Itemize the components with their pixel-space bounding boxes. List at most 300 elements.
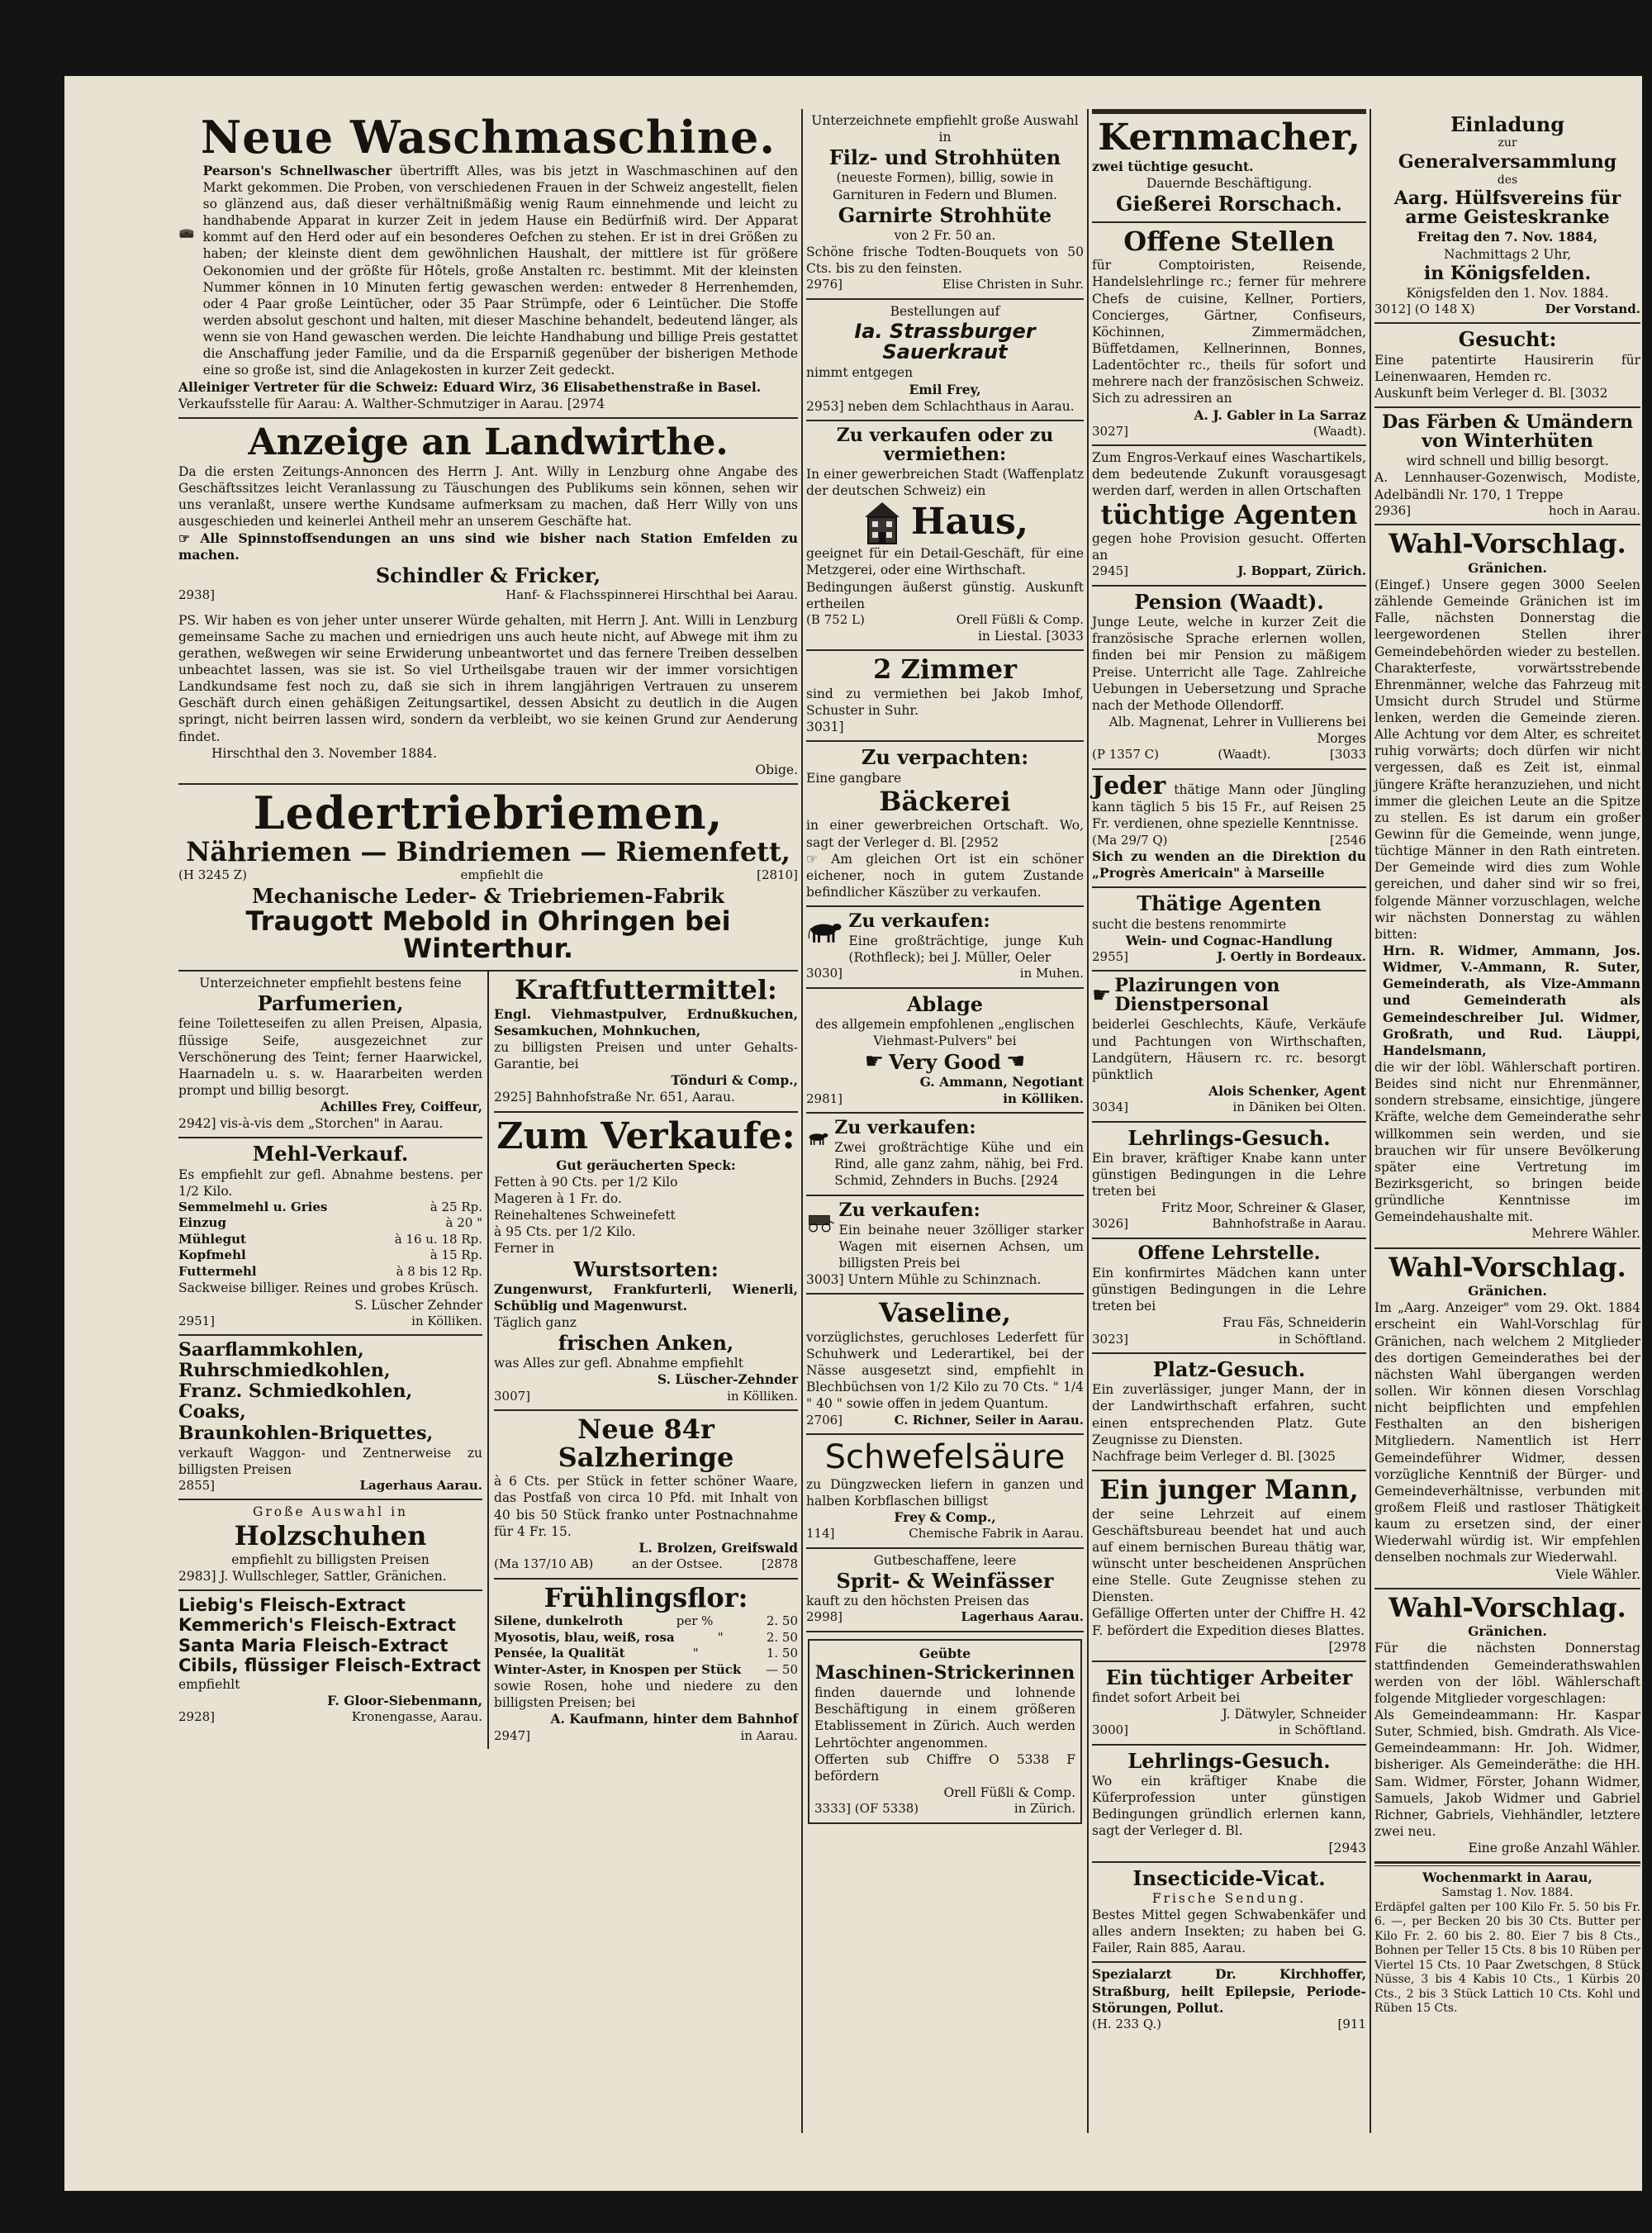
- ad-signature: 2983] J. Wullschleger, Sattler, Gränichen.: [178, 1569, 447, 1584]
- ad-wahl-vorschlag-3: [1374, 1589, 1640, 1864]
- ad-text: Eine patentirte Hausirerin für Leinenwaaren, Hemden rc.: [1374, 352, 1640, 384]
- ad-place: Gränichen.: [1468, 1283, 1547, 1299]
- ad-text: Im „Aarg. Anzeiger" vom 29. Okt. 1884 erscheint ein Wahl-Vorschlag für Gränichen, nach welchem 2 Mitglieder des dortigen Gemeinderathes bei der nächsten Wahl übergangen werden sollen. Wir können diesen Vorschlag nicht beipflichten und empfehlen Festhalten an den bisherigen Mitgliedern. Namentlich ist Herr Gemeindeführer Widmer, dessen vorzügliche Kenntniß der Bürger- und Gemeindeverhältnisse, verbunden mit großem Fleiß und rastloser Thätigkeit kaum zu ersetzen sind, der einer Wiederwahl würdig ist. Wir empfehlen denselben nochmals zur Wiederwahl.: [1374, 1300, 1640, 1565]
- ad-title: Neue 84r Salzheringe: [558, 1413, 734, 1473]
- ad-offene-lehrstelle: [1092, 1239, 1366, 1354]
- ad-signature: Elise Christen in Suhr.: [942, 277, 1084, 292]
- ad-title: Sprit- & Weinfässer: [836, 1569, 1054, 1594]
- ad-number: 3031]: [806, 720, 844, 735]
- ad-text: Ein konfirmirtes Mädchen kann unter günstigen Bedingungen in die Lehre treten bei: [1092, 1266, 1366, 1314]
- ad-signature: Emil Frey,: [909, 381, 981, 397]
- ad-parfumerien: [178, 972, 482, 1138]
- ad-place: in Königsfelden.: [1423, 262, 1592, 284]
- ad-number: 2947]: [494, 1727, 531, 1743]
- ad-zimmer: [806, 651, 1084, 742]
- ad-text: à 6 Cts. per Stück in fetter schöner Waare, das Postfaß von circa 10 Pfd. mit Inhalt von 40 bis 50 Stück franko unter Postnachnahme für 4 Fr. 15.: [494, 1474, 798, 1539]
- ad-items: Engl. Viehmastpulver, Erdnußkuchen, Sesamkuchen, Mohnkuchen,: [494, 1005, 798, 1038]
- ad-place: Gränichen.: [1468, 559, 1547, 576]
- ad-text: geeignet für ein Detail-Geschäft, für eine Metzgerei, oder eine Wirthschaft.: [806, 546, 1084, 578]
- ad-number: 2936]: [1374, 502, 1412, 518]
- subcolumn-left: [178, 972, 489, 1749]
- price-row: Pensée, la Qualität " 1. 50: [494, 1646, 798, 1661]
- ad-kohlen: [178, 1336, 482, 1500]
- ad-place: in Kölliken.: [1003, 1090, 1084, 1106]
- ad-mehl: [178, 1138, 482, 1336]
- ad-number: 3003] Untern Mühle zu Schinznach.: [806, 1272, 1042, 1288]
- ad-place: in Däniken bei Olten.: [1232, 1100, 1366, 1115]
- ad-text: beiderlei Geschlechts, Käufe, Verkäufe und Pachtungen von Wirthschaften, Landgütern, Häusern rc. rc. besorgt pünktlich: [1092, 1017, 1366, 1082]
- ad-text: thätige Mann oder Jüngling kann täglich 5 bis 15 Fr., auf Reisen 25 Fr. verdienen, ohne spezielle Kenntnisse.: [1092, 782, 1366, 832]
- ad-signature: A. J. Gabler in La Sarraz: [1194, 406, 1366, 423]
- ad-number: 2928]: [178, 1708, 216, 1724]
- ad-intro: Eine gangbare: [806, 770, 902, 786]
- price-row: Futtermehl à 8 bis 12 Rp.: [178, 1263, 482, 1279]
- ad-title: Lehrlings-Gesuch.: [1127, 1125, 1331, 1150]
- ad-text: Schöne frische Todten-Bouquets von 50 Cts. bis zu den feinsten.: [806, 245, 1084, 277]
- ad-number: 3012] (O 148 X): [1374, 301, 1475, 316]
- column-1: [178, 109, 798, 1749]
- ad-title: Ia. Strassburger Sauerkraut: [854, 320, 1036, 364]
- ad-number: [2943: [1328, 1840, 1366, 1855]
- ad-title: Ablage: [906, 991, 984, 1016]
- ad-signature: Eine große Anzahl Wähler.: [1468, 1841, 1640, 1856]
- ad-title: Platz-Gesuch.: [1152, 1357, 1306, 1382]
- ad-text: zwei tüchtige gesucht.: [1092, 159, 1254, 175]
- ad-text: Da die ersten Zeitungs-Annoncen des Herrn J. Ant. Willy in Lenzburg ohne Angabe des Geschäftssitzes leicht Veranlassung zu Täuschungen des Publikums sein können, sehen wir uns veranlaßt, unsere werthe Kundsame aufmerksam zu machen, daß Herr Willy von uns ausgeschieden und keinerlei Antheil mehr an unserem Geschäfte hat.: [178, 463, 798, 530]
- pointing-hand-icon: ☛: [864, 1049, 885, 1075]
- ad-title: Pension (Waadt).: [1134, 589, 1324, 614]
- ad-number: 2981]: [806, 1090, 843, 1106]
- ad-text: Junge Leute, welche in kurzer Zeit die französische Sprache erlernen wollen, finden bei mir Pension zu mäßigem Preise. Unterricht alle Tage. Zahlreiche Uebungen in Uebersetzung und Sprache nach der Methode Ollendorff.: [1092, 615, 1366, 713]
- ad-number: 3007]: [494, 1388, 531, 1404]
- ad-ledertriebriemen: [178, 785, 798, 972]
- ad-signature: Fritz Moor, Schreiner & Glaser,: [1161, 1200, 1366, 1216]
- product-item: Braunkohlen-Briquettes,: [178, 1422, 434, 1444]
- ad-headline: Jeder: [1092, 771, 1166, 801]
- ad-number: 3027]: [1092, 423, 1129, 439]
- ad-text: Auskunft beim Verleger d. Bl. [3032: [1374, 385, 1608, 401]
- ad-number: 3030]: [806, 966, 843, 981]
- ad-fruehlingsflor: [494, 1580, 798, 1750]
- ad-title: Parfumerien,: [257, 991, 404, 1016]
- ad-vaseline: [806, 1295, 1084, 1435]
- ad-text: Erdäpfel galten per 100 Kilo Fr. 5. 50 bis Fr. 6. —, per Becken 20 bis 30 Cts. Butter per Kilo Fr. 2. 60 bis 2. 80. Eier 7 bis 8 Cts., Bohnen per Teller 15 Cts. 8 bis 10 Rüben per Viertel 15 Cts. 10 Paar Zwetschgen, 8 Stück Nüsse, 3 bis 4 Kabis 10 Cts., 1 Kürbis 20 Cts., 2 bis 3 Stück Lattich 10 Cts. Kohl und Rüben 15 Cts.: [1374, 1900, 1640, 2016]
- price-list: [178, 1200, 482, 1280]
- ad-signature: G. Ammann, Negotiant: [919, 1074, 1084, 1090]
- ad-signature: Viele Wähler.: [1555, 1566, 1640, 1582]
- ad-signature: Alois Schenker, Agent: [1208, 1083, 1366, 1100]
- ad-subtitle: frischen Anken,: [558, 1331, 734, 1356]
- ad-code: (H 3245 Z): [178, 867, 247, 883]
- ad-text: sucht die bestens renommirte: [1092, 916, 1287, 932]
- ad-ps: PS. Wir haben es von jeher unter unserer Würde gehalten, mit Herrn J. Ant. Willi in Lenzburg gemeinsame Sache zu machen und erniedrigen uns auch heute nicht, auf Abwege mit ihm zu gerathen, weßwegen wir seine Erwiderung unbeantwortet und das fernere Treiben desselben unbeachtet lassen, was sie ist. So viel Urtheilsgabe trauen wir der immer vorsichtigen Landkundsame fest noch zu, daß sie sich in ihrem langjährigen Vertrauen zu unserem Geschäft durch einen gehäßigen Zeitungsartikel, dessen Absicht zu deutlich in die Augen springt, nicht beirren lassen wird, sondern da verbleibt, wo sie keinen Grund zur Aenderung findet.: [178, 612, 798, 744]
- column-rule: [1087, 109, 1089, 2133]
- ad-number: 2942] vis-à-vis dem „Storchen" in Aarau.: [178, 1116, 444, 1132]
- ad-signature: F. Gloor-Siebenmann,: [327, 1692, 482, 1708]
- subcolumn-right: [494, 972, 798, 1749]
- ad-intro: Geübte: [919, 1645, 971, 1661]
- ad-number: [2810]: [757, 867, 798, 883]
- ad-text: Ein braver, kräftiger Knabe kann unter günstigen Bedingungen in die Lehre treten bei: [1092, 1150, 1366, 1200]
- ad-text: Zum Engros-Verkauf eines Waschartikels, dem bedeutende Zukunft vorausgesagt werden darf, werden in allen Ortschaften: [1092, 450, 1366, 499]
- ad-subtitle: Aarg. Hülfsvereins für arme Geisteskranke: [1393, 188, 1621, 229]
- ad-number: 2976]: [806, 277, 843, 292]
- ad-text: finden dauernde und lohnende Beschäftigung in einem größeren Etablissement in Zürich. Auch werden Lehrtöchter angenommen.: [814, 1685, 1075, 1751]
- ad-holzschuhe: [178, 1500, 482, 1591]
- ad-zum-verkaufe: [494, 1113, 798, 1412]
- ad-intro: Bestellungen auf: [890, 303, 1000, 319]
- ad-signature: Orell Füßli & Comp.: [956, 611, 1084, 627]
- ad-title: Wahl-Vorschlag.: [1389, 1251, 1626, 1283]
- ad-text: Ein beinahe neuer 3zölliger starker Wagen mit eisernen Achsen, um billigsten Preis bei: [838, 1222, 1084, 1271]
- ad-number: 3333] (OF 5338): [814, 1801, 919, 1817]
- ad-text: die wir der löbl. Wählerschaft portiren. Beides sind nicht nur Ehrenmänner, sondern strebsame, einsichtige, jüngere Kräfte, welche dem Gemeinderathe sehr willkommen sein werden, und sie brauchen wir für unsere Bevölkerung später eine Vertretung im Bezirksgericht, so bringen beide gründliche Kenntnisse im Gemeindehaushalte mit.: [1374, 1060, 1640, 1225]
- ad-subtitle: Garnirte Strohhüte: [838, 202, 1052, 227]
- ad-text: was Alles zur gefl. Abnahme empfiehlt: [494, 1356, 743, 1371]
- ad-place: in Zürich.: [1014, 1801, 1075, 1817]
- ad-title: Wochenmarkt in Aarau,: [1422, 1870, 1593, 1886]
- ad-text: Wo ein kräftiger Knabe die Küferprofession unter günstigen Bedingungen gründlich erlernen kann, sagt der Verleger d. Bl.: [1092, 1774, 1366, 1839]
- ad-title: Insecticide-Vicat.: [1132, 1865, 1326, 1890]
- house-icon: [862, 499, 903, 545]
- ad-text: sind zu vermiethen bei Jakob Imhof, Schuster in Suhr.: [806, 687, 1084, 719]
- price-row: Myosotis, blau, weiß, rosa " 2. 50: [494, 1629, 798, 1645]
- ad-pension: [1092, 587, 1366, 770]
- ad-signature: C. Richner, Seiler in Aarau.: [894, 1412, 1084, 1428]
- ad-title: Schwefelsäure: [824, 1438, 1066, 1477]
- product-line: Liebig's Fleisch-Extract: [178, 1595, 406, 1616]
- ad-title: Zu verkaufen:: [834, 1117, 976, 1139]
- ad-place: in Muhen.: [1019, 966, 1084, 981]
- ad-text: sowie Rosen, hohe und niedere zu den billigsten Preisen; bei: [494, 1679, 798, 1711]
- ad-text: Zwei großträchtige Kühe und ein Rind, alle ganz zahm, nähig, bei Frd. Schmid, Zehnders in Buchs. [2924: [834, 1140, 1084, 1189]
- ad-plazirungen: [1092, 972, 1366, 1122]
- cow-icon: [806, 910, 843, 953]
- ad-title: Kernmacher,: [1098, 116, 1360, 159]
- ad-title: Zu verkaufen oder zu vermiethen:: [836, 424, 1054, 465]
- ad-signature: A. Lennhauser-Gozenwisch, Modiste, Adelbändli Nr. 170, 1 Treppe: [1374, 470, 1640, 502]
- ad-ablage: [806, 989, 1084, 1114]
- ad-fleisch-extract: [178, 1591, 482, 1730]
- ad-signature: Der Vorstand.: [1545, 301, 1640, 316]
- product-item: Coaks,: [178, 1401, 246, 1423]
- ad-title: Wahl-Vorschlag.: [1389, 528, 1626, 560]
- ad-intro: Unterzeichnete empfiehlt große Auswahl in: [811, 113, 1079, 145]
- ad-offene-stellen: [1092, 223, 1366, 447]
- ad-number: 2855]: [178, 1477, 216, 1493]
- ad-number: 3026]: [1092, 1216, 1129, 1232]
- ad-place: in Kölliken.: [411, 1313, 482, 1328]
- ad-title: Filz- und Strohhüten: [828, 145, 1061, 170]
- ad-number: 2955]: [1092, 948, 1129, 964]
- ad-text: Bestes Mittel gegen Schwabenkäfer und alles andern Insekten; zu haben bei G. Failer, Rain 885, Aarau.: [1092, 1908, 1366, 1956]
- ad-number: 2945]: [1092, 563, 1129, 579]
- firm-name: Schindler & Fricker,: [375, 563, 601, 587]
- ad-text: Frische Sendung.: [1151, 1890, 1307, 1906]
- ad-intro: Gutbeschaffene, leere: [873, 1552, 1017, 1568]
- ad-arbeiter: [1092, 1662, 1366, 1746]
- ad-text: Als Gemeindeammann: Hr. Kaspar Suter, Schmied, bish. Gmdrath. Als Vice-Gemeindeammann: Hr. Joh. Widmer, bisheriger. Als Gemeinderäthe: die HH. Sam. Widmer, Förster, Johann Widmer, Samuels, Jakob Widmer und Gabriel Richner, Gabriels, Viehhändler, letztere zwei neu.: [1374, 1707, 1640, 1839]
- ad-title: Neue Waschmaschine.: [200, 111, 776, 164]
- ad-title: Ein tüchtiger Arbeiter: [1105, 1665, 1353, 1689]
- ad-signature: J. Dätwyler, Schneider: [1222, 1707, 1366, 1722]
- ad-text: empfiehlt: [178, 1676, 240, 1692]
- ad-signature: Lagerhaus Aarau.: [359, 1477, 482, 1493]
- price-row: Einzug à 20 ": [178, 1215, 482, 1231]
- ad-date: Königsfelden den 1. Nov. 1884.: [1406, 285, 1609, 301]
- ad-text: vorzüglichstes, geruchloses Lederfett für Schuhwerk und Lederartikel, bei der Nässe ausgesetzt sind, empfiehlt in Blechbüchsen von 1/2 Kilo zu 70 Cts. " 1/4 " 40 " sowie offen in jedem Quantum.: [806, 1329, 1084, 1412]
- ad-title: Das Färben & Umändern von Winterhüten: [1382, 411, 1633, 453]
- ad-text: Sich zu wenden an die Direktion du „Progrès Americain" à Marseille: [1092, 848, 1366, 881]
- ad-text: übertrifft Alles, was bis jetzt in Waschmaschinen auf den Markt gekommen. Die Proben, von verschiedenen Frauen in der Schweiz angestellt, fielen so glänzend aus, daß dieser verhältnißmäßig wenig Raum einnehmende und leicht zu handhabende Apparat in kurzer Zeit in jedem Hause ein Bedürfniß wird. Der Apparat kommt auf den Herd oder auf ein besonderes Oefchen zu stehen. Er ist in drei Größen zu haben; der kleinste dient dem gewöhnlichen Haushalt, der mittlere ist für größere Oekonomien und der größte für Hôtels, große Anstalten rc. bestimmt. Mit der kleinsten Nummer können in 10 Minuten fertig gewaschen werden: entweder 8 Herrenhemden, oder 4 Paar große Leintücher, oder 35 Paar Strümpfe, oder 6 Leintücher. Die Stoffe werden absolut geschont und halten, mit dieser Maschine behandelt, bedeutend länger, als wenn sie von Hand gewaschen werden. Die leichte Handhabung und billige Preis gestattet die Anschaffung jeder Familie, und da die Ersparniß gegenüber der bisherigen Methode eine so große ist, sind die Anlagekosten in kurzer Zeit gedeckt.: [202, 163, 798, 378]
- ad-number: [911: [1337, 2016, 1366, 2031]
- ad-sale: Verkaufsstelle für Aarau: A. Walther-Schmutziger in Aarau. [2974: [178, 396, 605, 411]
- ad-title: Thätige Agenten: [1137, 891, 1322, 916]
- pointing-hand-icon: ☚: [1005, 1049, 1026, 1075]
- ad-text: Offerten sub Chiffre O 5338 F befördern: [814, 1751, 1075, 1784]
- ad-title: Wahl-Vorschlag.: [1389, 1591, 1626, 1623]
- column-3: [1092, 109, 1366, 2037]
- ad-place: Chemische Fabrik in Aarau.: [909, 1526, 1084, 1542]
- ad-signature: J. Boppart, Zürich.: [1237, 563, 1366, 579]
- ad-title: Vaseline,: [878, 1297, 1012, 1329]
- ad-spezialarzt: [1092, 1963, 1366, 2037]
- product-line: Santa Maria Fleisch-Extract: [178, 1635, 449, 1656]
- ad-number: 2951]: [178, 1313, 216, 1328]
- ad-title: Ein junger Mann,: [1099, 1473, 1359, 1505]
- ad-title: Lehrlings-Gesuch.: [1127, 1748, 1331, 1773]
- product-line: Cibils, flüssiger Fleisch-Extract: [178, 1655, 482, 1675]
- ad-signature: J. Oertly in Bordeaux.: [1217, 948, 1366, 964]
- ad-title: Gesucht:: [1458, 327, 1557, 352]
- ad-date: Hirschthal den 3. November 1884.: [211, 745, 437, 761]
- ad-signature: Orell Füßli & Comp.: [943, 1785, 1075, 1801]
- ad-text: gegen hohe Provision gesucht. Offerten an: [1092, 531, 1366, 563]
- ad-date: Freitag den 7. Nov. 1884,: [1417, 229, 1598, 245]
- ad-title: tüchtige Agenten: [1100, 498, 1358, 530]
- ad-agenten: [1092, 446, 1366, 587]
- ad-einladung: [1374, 109, 1640, 324]
- ad-text: Bedingungen äußerst günstig. Auskunft ertheilen: [806, 579, 1084, 611]
- ad-place: in Schöftland.: [1279, 1722, 1366, 1738]
- ad-signature: S. Lüscher-Zehnder: [657, 1371, 798, 1388]
- ad-title: Maschinen-Strickerinnen: [814, 1662, 1075, 1684]
- ad-signature: Obige.: [755, 762, 798, 777]
- ad-text: für Comptoiristen, Reisende, Handelslehrlinge rc.; ferner für mehrere Chefs de cuisine, Kellner, Portiers, Concierges, Gärtner, Confiseurs, Köchinnen, Zimmermädchen, Büffetdamen, Kellnerinnen, Bonnes, Ladentöchter rc., theils für sofort und mehrere nach der französischen Schweiz.: [1092, 258, 1366, 390]
- ad-place: (Waadt).: [1313, 423, 1366, 439]
- ad-kuehe: [806, 1114, 1084, 1196]
- market-report: [1374, 1863, 1640, 2022]
- ad-code: (P 1357 C): [1092, 747, 1159, 763]
- ad-text: wird schnell und billig besorgt.: [1406, 454, 1609, 469]
- ad-text: verkauft Waggon- und Zentnerweise zu billigsten Preisen: [178, 1445, 482, 1477]
- ad-text: des: [1497, 173, 1518, 187]
- ad-place: Bahnhofstraße in Aarau.: [1212, 1216, 1366, 1232]
- ad-text: des allgemein empfohlenen „englischen Viehmast-Pulvers" bei: [815, 1017, 1075, 1049]
- ad-address: Kronengasse, Aarau.: [351, 1708, 482, 1724]
- ad-intro: Große Auswahl in: [252, 1504, 409, 1520]
- ad-signature: S. Lüscher Zehnder: [354, 1297, 482, 1313]
- ad-number: [2978: [1328, 1639, 1366, 1655]
- ad-text: (Eingef.) Unsere gegen 3000 Seelen zählende Gemeinde Gränichen ist im Falle, nächsten Donnerstag die leergewordenen Stellen ihrer Gemeindebehörden wieder zu bestellen. Charakterfeste, vorwärtsstrebende Ehrenmänner, welche das Fahrzeug mit Umsicht durch Strudel und Stürme lenken, werden die Gemeinde zieren. Alle Achtung vor dem Alter, es schreitet ruhig vorwärts; doch dürfen wir nicht vergessen, daß es Zeit ist, einmal jüngere Kräfte heranzuziehen, und nicht immer die gleichen Leute an die Spitze zu stellen. Es ist darum ein großer Gewinn für die Gemeinde, wenn junge, tüchtige Männer in den Rath eintreten. Der Gemeinde wird dies zum Wohle gereichen, und daher sind wir so frei, folgende Männer vorzuschlagen, welche wir nächsten Donnerstag zu wählen bitten:: [1374, 577, 1640, 942]
- ad-date: Samstag 1. Nov. 1884.: [1441, 1886, 1574, 1900]
- ad-title: Anzeige an Landwirthe.: [248, 420, 729, 463]
- column-2: [806, 109, 1084, 1831]
- ad-signature: L. Brolzen, Greifswald: [638, 1539, 798, 1556]
- ad-headline: Haus,: [910, 501, 1029, 544]
- ad-number: in Liestal. [3033: [977, 629, 1084, 644]
- ad-strickerinnen: [808, 1639, 1082, 1824]
- ad-title: Holzschuhen: [234, 1519, 427, 1551]
- ad-lehrlings-gesuch: [1092, 1123, 1366, 1239]
- ad-kraftfutter: [494, 972, 798, 1112]
- ad-filzhuete: [806, 109, 1084, 300]
- ad-wahl-vorschlag-1: [1374, 525, 1640, 1248]
- ad-subtitle: Wurstsorten:: [573, 1257, 719, 1281]
- ad-factory: Mechanische Leder- & Triebriemen-Fabrik: [252, 883, 724, 908]
- ad-title: Frühlingsflor:: [544, 1581, 748, 1613]
- ad-agent: Alleiniger Vertreter für die Schweiz: Eduard Wirz, 36 Elisabethenstraße in Basel.: [178, 378, 762, 395]
- product-item: Saarflammkohlen,: [178, 1339, 364, 1361]
- ad-salzheringe: [494, 1411, 798, 1579]
- ad-gesucht: [1374, 324, 1640, 408]
- ad-text: zu Düngzwecken liefern in ganzen und halben Korbflaschen billigst: [806, 1477, 1084, 1509]
- ad-title: Ledertriebriemen,: [253, 786, 724, 839]
- ad-time: Nachmittags 2 Uhr,: [1443, 246, 1572, 262]
- ad-signature: Gießerei Rorschach.: [1116, 192, 1342, 216]
- ad-text: Eine großträchtige, junge Kuh (Rothfleck); bei J. Müller, Oeler: [848, 934, 1084, 966]
- ad-names: Hrn. R. Widmer, Ammann, Jos. Widmer, V.-Ammann, R. Suter, Gemeinderath, als Vize-Ammann und Gemeinderath als Gemeindeschreiber Jul. Widmer, Großrath, und Rud. Läuppi, Handelsmann,: [1383, 943, 1640, 1058]
- ad-title: Zu verkaufen:: [838, 1199, 980, 1221]
- column-rule: [1370, 109, 1371, 2133]
- ad-kernmacher: [1092, 109, 1366, 223]
- ad-number: [2878: [761, 1556, 798, 1572]
- ad-text: ☞ Am gleichen Ort ist ein schöner eichener, noch in gutem Zustande befindlicher Käszüber zu verkaufen.: [806, 851, 1084, 900]
- product-item: Franz. Schmiedkohlen,: [178, 1380, 413, 1403]
- ad-signature: A. Kaufmann, hinter dem Bahnhof: [550, 1711, 798, 1727]
- ad-lead: Pearson's Schnellwascher: [202, 162, 392, 178]
- ad-title: Offene Stellen: [1123, 225, 1335, 257]
- ad-landwirthe: [178, 419, 798, 785]
- ad-number: 2998]: [806, 1609, 843, 1625]
- price-row: Winter-Aster, in Knospen per Stück — 50: [494, 1661, 798, 1677]
- ad-text: Sackweise billiger. Reines und grobes Krüsch.: [178, 1280, 479, 1296]
- ad-text: von 2 Fr. 50 an.: [894, 227, 996, 243]
- ad-title: 2 Zimmer: [873, 653, 1017, 686]
- washing-machine-illustration: [178, 163, 195, 303]
- cow-icon: [806, 1117, 829, 1160]
- ad-code: (H. 233 Q.): [1092, 2016, 1162, 2031]
- ad-place: in Schöftland.: [1279, 1331, 1366, 1347]
- ad-text: zu billigsten Preisen und unter Gehalts-Garantie, bei: [494, 1039, 798, 1072]
- ad-schwefelsaeure: [806, 1435, 1084, 1549]
- ad-signature: Mehrere Wähler.: [1531, 1226, 1640, 1242]
- product-line: Kemmerich's Fleisch-Extract: [178, 1615, 456, 1636]
- ad-place: in Aarau.: [740, 1727, 798, 1743]
- ad-place: hoch in Aarau.: [1548, 502, 1640, 518]
- ad-number: 2953] neben dem Schlachthaus in Aarau.: [806, 398, 1075, 414]
- ad-text: findet sofort Arbeit bei: [1092, 1690, 1241, 1706]
- ad-title: Plazirungen von Dienstpersonal: [1114, 975, 1280, 1016]
- ad-text: Täglich ganz: [494, 1315, 577, 1331]
- ad-text: zur: [1498, 136, 1517, 150]
- ad-text: der seine Lehrzeit auf einem Geschäftsbureau beendet hat und auch auf einem bernischen Bureau thätig war, wünscht unter bescheidenen Ansprüchen eine Stelle. Gute Zeugnisse stehen zu Diensten.: [1092, 1506, 1366, 1605]
- ad-text: in einer gewerbreichen Ortschaft. Wo, sagt der Verleger d. Bl. [2952: [806, 818, 1084, 850]
- ad-weinfaesser: [806, 1549, 1084, 1632]
- ad-text: Sich zu adressiren an: [1092, 391, 1232, 406]
- ad-intro: Unterzeichneter empfiehlt bestens feine: [199, 976, 462, 991]
- ad-thaetige-agenten: [1092, 888, 1366, 972]
- ad-text: Spezialarzt Dr. Kirchhoffer, Straßburg, heilt Epilepsie, Periode-Störungen, Pollut.: [1092, 1966, 1366, 2016]
- ad-company: Traugott Mebold in Ohringen bei Winterthur.: [245, 905, 731, 965]
- ad-signature: Frey & Comp.,: [894, 1509, 996, 1526]
- ad-intro: In einer gewerbreichen Stadt (Waffenplatz der deutschen Schweiz) ein: [806, 466, 1084, 499]
- ad-title: Einladung: [1450, 112, 1564, 136]
- ad-place: Gränichen.: [1468, 1623, 1547, 1640]
- ad-subtitle: Gut geräucherten Speck:: [556, 1157, 736, 1173]
- product-item: Ruhrschmiedkohlen,: [178, 1360, 391, 1382]
- ad-number: [2546: [1329, 832, 1366, 848]
- ad-headline: Very Good: [889, 1049, 1001, 1074]
- ad-signature: Achilles Frey, Coiffeur,: [320, 1099, 482, 1115]
- ad-firm: Wein- und Cognac-Handlung: [1125, 932, 1333, 948]
- ad-place: in Kölliken.: [727, 1388, 798, 1404]
- ad-intro: Es empfiehlt zur gefl. Abnahme bestens. per 1/2 Kilo.: [178, 1166, 482, 1199]
- ad-number: 114]: [806, 1526, 835, 1542]
- ad-code: (B 752 L): [806, 611, 865, 627]
- pointing-hand-icon: ☛: [1092, 983, 1112, 1009]
- ad-title: Zu verkaufen:: [848, 910, 990, 933]
- price-row: Kopfmehl à 15 Rp.: [178, 1247, 482, 1263]
- ad-jeder: [1092, 770, 1366, 889]
- ad-title: Zum Verkaufe:: [496, 1114, 795, 1157]
- ad-kuh: [806, 907, 1084, 989]
- ad-place: an der Ostsee.: [632, 1556, 724, 1572]
- ad-waschmaschine: [178, 109, 798, 419]
- ad-number: [3033: [1329, 747, 1366, 763]
- ad-number: 3000]: [1092, 1722, 1129, 1738]
- ad-baeckerei: [806, 742, 1084, 907]
- ad-text: Ferner in: [494, 1241, 554, 1257]
- ad-title: Kraftfuttermittel:: [515, 974, 777, 1006]
- ad-junger-mann: [1092, 1471, 1366, 1662]
- ad-number: 3023]: [1092, 1331, 1129, 1347]
- ad-text: feine Toiletteseifen zu allen Preisen, Alpasia, flüssige Seife, ausgezeichnet zur Verschönerung des Teint; ferner Haarwickel, Haarnadeln u. s. w. Haararbeiten werden prompt und billig besorgt.: [178, 1016, 482, 1098]
- firm-address: Hanf- & Flachsspinnerei Hirschthal bei Aarau.: [506, 587, 798, 603]
- ad-wahl-vorschlag-2: [1374, 1249, 1640, 1589]
- ad-signature: Tönduri & Comp.,: [671, 1072, 798, 1089]
- price-row: Silene, dunkelroth per % 2. 50: [494, 1613, 798, 1629]
- ad-signature: Alb. Magnenat, Lehrer in Vullierens bei Morges: [1108, 714, 1366, 747]
- ad-title: Zu verpachten:: [861, 745, 1029, 770]
- ad-insecticide: [1092, 1863, 1366, 1964]
- ad-text: Für die nächsten Donnerstag stattfindenden Gemeinderathswahlen werden von der löbl. Wählerschaft folgende Mitglieder vorgeschlagen:: [1374, 1641, 1640, 1706]
- ad-lehrlings-gesuch-2: [1092, 1746, 1366, 1863]
- newspaper-page: [64, 76, 1642, 2191]
- ad-text: Gefällige Offerten unter der Chiffre H. 42 F. befördert die Expedition dieses Blattes.: [1092, 1606, 1366, 1638]
- ad-code: (Ma 137/10 AB): [494, 1556, 594, 1572]
- ad-prices: Fetten à 90 Cts. per 1/2 Kilo Mageren à 1 Fr. do. Reinehaltenes Schweinefett à 95 Cts. per 1/2 Kilo.: [494, 1174, 678, 1240]
- ad-text: empfiehlt zu billigsten Preisen: [231, 1552, 430, 1568]
- ad-place: (Waadt).: [1218, 747, 1271, 763]
- ad-text: Dauernde Beschäftigung.: [1146, 176, 1313, 192]
- ad-code: (Ma 29/7 Q): [1092, 832, 1168, 848]
- ad-subtitle: Generalversammlung: [1398, 150, 1617, 173]
- ad-text: Nachfrage beim Verleger d. Bl. [3025: [1092, 1448, 1336, 1464]
- ad-signature: Frau Fäs, Schneiderin: [1222, 1315, 1366, 1331]
- ad-number: 2925] Bahnhofstraße Nr. 651, Aarau.: [494, 1090, 735, 1105]
- price-row: Mühlegut à 16 u. 18 Rp.: [178, 1231, 482, 1247]
